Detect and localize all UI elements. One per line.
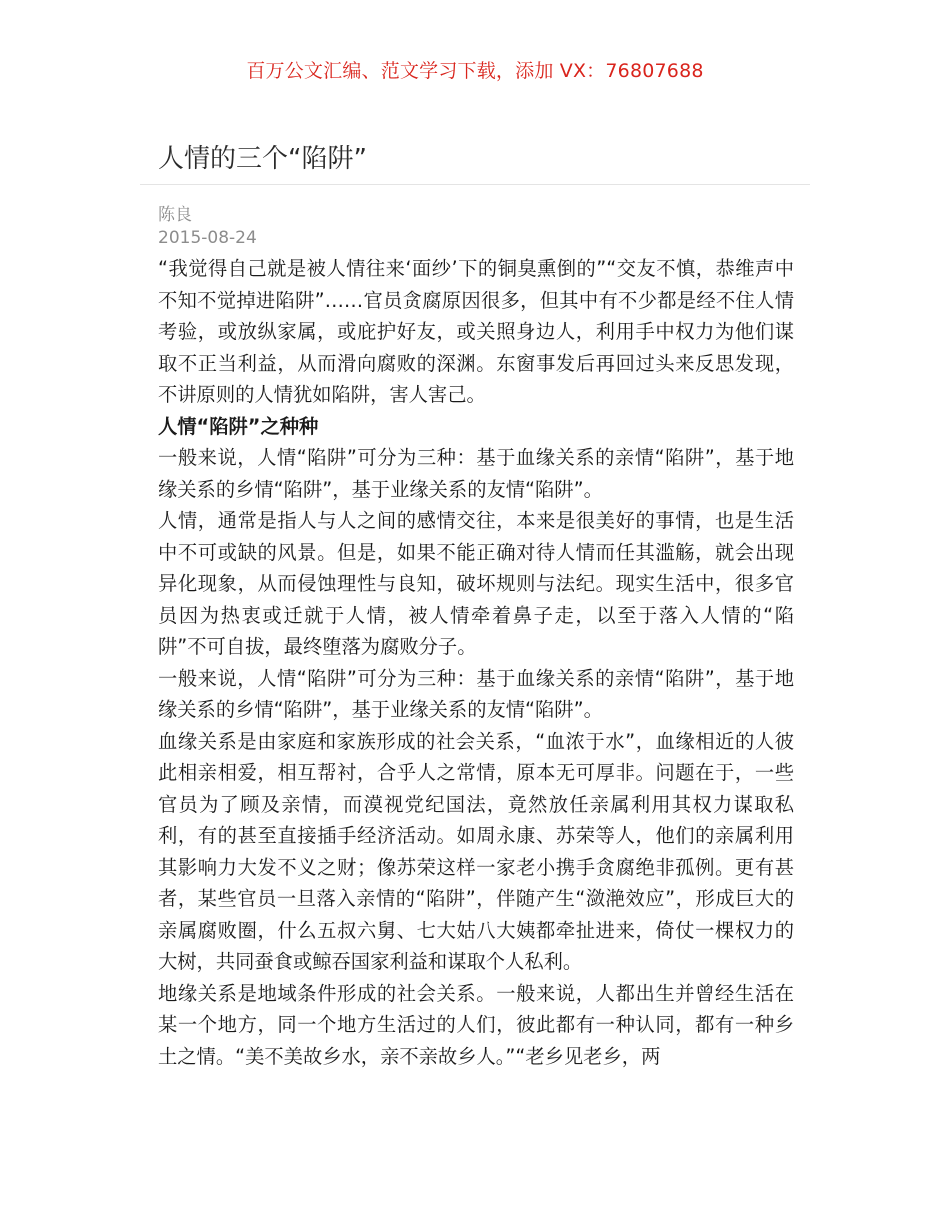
- paragraph: “我觉得自己就是被人情往来‘面纱’下的铜臭熏倒的”“交友不慎，恭维声中不知不觉掉进陷阱”……官员贪腐原因很多，但其中有不少都是经不住人情考验，或放纵家属，或庇护好友，或关照身边人，利用手中权力为他们谋取不正当利益，从而滑向腐败的深渊。东窗事发后再回过头来反思发现，不讲原则的人情犹如陷阱，害人害己。: [158, 257, 794, 406]
- article-title: 人情的三个“陷阱”: [158, 144, 367, 174]
- promo-banner: 百万公文汇编、范文学习下载，添加 VX：76807688: [246, 60, 704, 82]
- paragraph: 地缘关系是地域条件形成的社会关系。一般来说，人都出生并曾经生活在某一个地方，同一个地方生活过的人们，彼此都有一种认同，都有一种乡土之情。“美不美故乡水，亲不亲故乡人。”“老乡见老乡，两: [158, 981, 794, 1068]
- section-heading: 人情“陷阱”之种种: [158, 414, 319, 438]
- article-author: 陈良: [158, 205, 192, 225]
- paragraph: 一般来说，人情“陷阱”可分为三种：基于血缘关系的亲情“陷阱”，基于地缘关系的乡情“陷阱”，基于业缘关系的友情“陷阱”。: [158, 666, 794, 721]
- paragraph: 人情，通常是指人与人之间的感情交往，本来是很美好的事情，也是生活中不可或缺的风景。但是，如果不能正确对待人情而任其滥觞，就会出现异化现象，从而侵蚀理性与良知，破坏规则与法纪。现实生活中，很多官员因为热衷或迁就于人情，被人情牵着鼻子走，以至于落入人情的“陷阱”不可自拔，最终堕落为腐败分子。: [158, 509, 794, 658]
- title-divider: [140, 184, 810, 185]
- paragraph: 一般来说，人情“陷阱”可分为三种：基于血缘关系的亲情“陷阱”，基于地缘关系的乡情“陷阱”，基于业缘关系的友情“陷阱”。: [158, 446, 794, 501]
- article-body: [158, 253, 794, 1072]
- article-date: 2015-08-24: [158, 228, 257, 248]
- paragraph: 血缘关系是由家庭和家族形成的社会关系，“血浓于水”，血缘相近的人彼此相亲相爱，相互帮衬，合乎人之常情，原本无可厚非。问题在于，一些官员为了顾及亲情，而漠视党纪国法，竟然放任亲属利用其权力谋取私利，有的甚至直接插手经济活动。如周永康、苏荣等人，他们的亲属利用其影响力大发不义之财；像苏荣这样一家老小携手贪腐绝非孤例。更有甚者，某些官员一旦落入亲情的“陷阱”，伴随产生“潋滟效应”，形成巨大的亲属腐败圈，什么五叔六舅、七大姑八大姨都牵扯进来，倚仗一棵权力的大树，共同蚕食或鲸吞国家利益和谋取个人私利。: [158, 729, 794, 973]
